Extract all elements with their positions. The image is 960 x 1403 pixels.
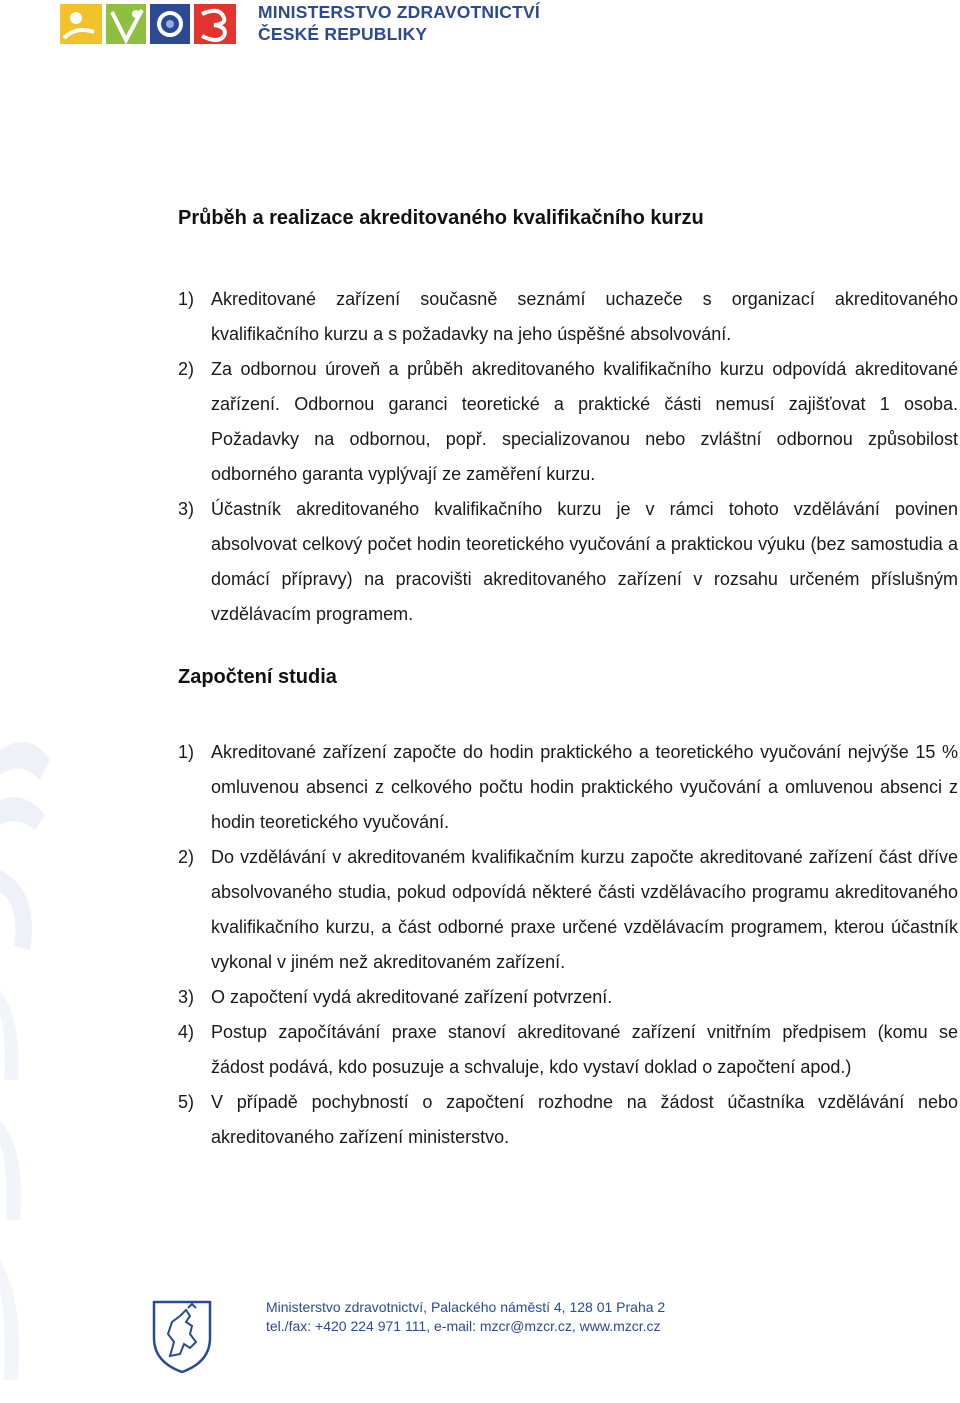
list-item xyxy=(178,1015,958,1085)
ministry-name xyxy=(258,1,540,45)
list-item-number: 3) xyxy=(178,987,195,1007)
list-item-number: 5) xyxy=(178,1092,195,1112)
list-item-text: Do vzdělávání v akreditovaném kvalifikačním kurzu započte akreditované zařízení část dříve absolvovaného studia, pokud odpovídá některé části vzdělávacího programu akreditovaného kvalifikačního kurzu, a část odborné praxe určené vzdělávacím programem, kterou účastník vykonal v jiném než akreditovaném zařízení. xyxy=(211,847,958,972)
list-item-number: 2) xyxy=(178,359,195,379)
list-item-number: 1) xyxy=(178,742,195,762)
footer-phone-email: tel./fax: +420 224 971 111, e-mail: mzcr@mzcr.cz, www.mzcr.cz xyxy=(266,1318,661,1334)
credit-rules-list xyxy=(178,735,958,1155)
sun-watermark-icon xyxy=(0,720,60,1403)
footer-contact xyxy=(266,1298,665,1336)
list-item-number: 2) xyxy=(178,847,195,867)
list-item-number: 4) xyxy=(178,1022,195,1042)
footer-address: Ministerstvo zdravotnictví, Palackého náměstí 4, 128 01 Praha 2 xyxy=(266,1299,666,1315)
list-item xyxy=(178,735,958,840)
list-item-text: Akreditované zařízení současně seznámí uchazeče s organizací akreditovaného kvalifikačního kurzu a s požadavky na jeho úspěšné absolvování. xyxy=(211,289,958,344)
coat-of-arms-icon xyxy=(150,1298,214,1374)
list-item-number: 3) xyxy=(178,499,195,519)
list-item-text: O započtení vydá akreditované zařízení potvrzení. xyxy=(211,987,613,1007)
section-title-credit: Započtení studia xyxy=(178,666,337,688)
list-item xyxy=(178,980,958,1015)
list-item-text: Postup započítávání praxe stanoví akreditované zařízení vnitřním předpisem (komu se žádost podává, kdo posuzuje a schvaluje, kdo vystaví doklad o započtení apod.) xyxy=(211,1022,958,1077)
list-item xyxy=(178,840,958,980)
list-item-text: Účastník akreditovaného kvalifikačního kurzu je v rámci tohoto vzdělávání povinen absolvovat celkový počet hodin teoretického vyučování a praktickou výuku (bez samostudia a domácí přípravy) na pracovišti akreditovaného zařízení v rozsahu určeném příslušným vzdělávacím programem. xyxy=(211,499,958,624)
ministry-name-line1: MINISTERSTVO ZDRAVOTNICTVÍ xyxy=(258,2,540,22)
ministry-logo-icon xyxy=(60,2,238,46)
course-rules-list xyxy=(178,282,958,632)
section-title-course: Průběh a realizace akreditovaného kvalifikačního kurzu xyxy=(178,207,704,229)
list-item xyxy=(178,352,958,492)
ministry-name-line2: ČESKÉ REPUBLIKY xyxy=(258,24,428,44)
list-item-text: V případě pochybností o započtení rozhodne na žádost účastníka vzdělávání nebo akreditovaného zařízení ministerstvo. xyxy=(211,1092,958,1147)
list-item xyxy=(178,282,958,352)
list-item-text: Akreditované zařízení započte do hodin praktického a teoretického vyučování nejvýše 15 % omluvenou absenci z celkového počtu hodin praktického vyučování a omluvenou absenci z hodin teoretického vyučování. xyxy=(211,742,958,832)
list-item xyxy=(178,492,958,632)
page-header xyxy=(0,0,960,50)
list-item-text: Za odbornou úroveň a průběh akreditovaného kvalifikačního kurzu odpovídá akreditované zařízení. Odbornou garanci teoretické a praktické části nemusí zajišťovat 1 osoba. Požadavky na odbornou, popř. specializovanou nebo zvláštní odbornou způsobilost odborného garanta vyplývají ze zaměření kurzu. xyxy=(211,359,958,484)
list-item-number: 1) xyxy=(178,289,195,309)
list-item xyxy=(178,1085,958,1155)
